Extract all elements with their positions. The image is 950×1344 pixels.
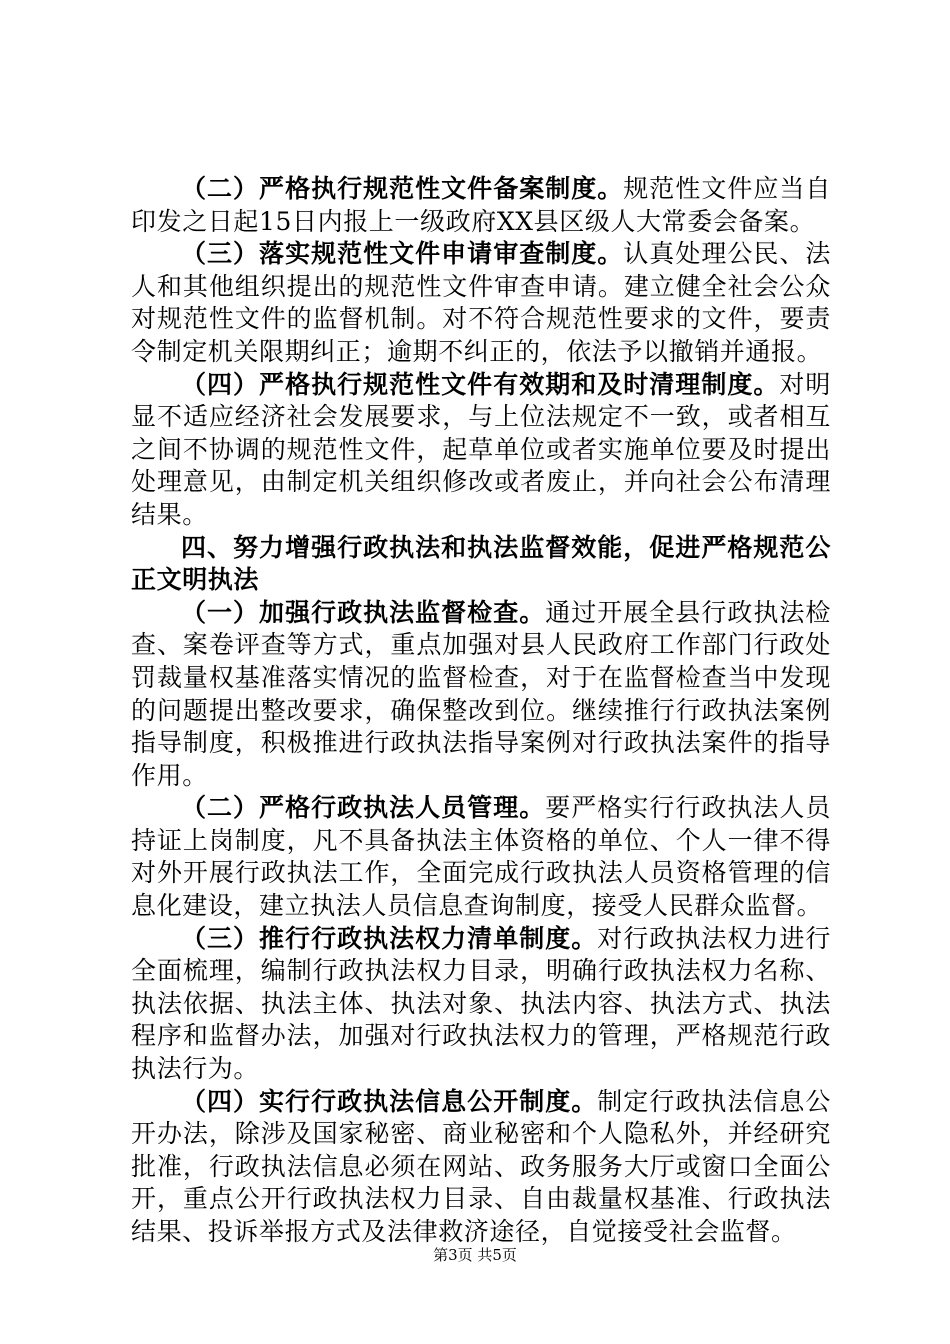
paragraph-information-disclosure [131,1086,831,1249]
paragraph-text: 认真处理公民、法人和其他组织提出的规范性文件审查申请。建立健全社会公众对规范性文件的监督机制。对不符合规范性要求的文件，要责令制定机关限期纠正；逾期不纠正的，依法予以撤销并通报。 [131,239,831,366]
page-footer [0,1244,950,1265]
paragraph-lead: （四）实行行政执法信息公开制度。 [181,1086,598,1116]
paragraph-lead: （四）严格执行规范性文件有效期和及时清理制度。 [181,369,780,399]
paragraph-validity-cleanup [131,369,831,532]
paragraph-personnel-management [131,792,831,922]
paragraph-review-system [131,238,831,368]
paragraph-text: 通过开展全县行政执法检查、案卷评查等方式，重点加强对县人民政府工作部门行政处罚裁量权基准落实情况的监督检查，对于在监督检查当中发现的问题提出整改要求，确保整改到位。继续推行行政执法案例指导制度，积极推进行政执法指导案例对行政执法案件的指导作用。 [131,597,831,790]
paragraph-lead: （二）严格行政执法人员管理。 [181,793,546,823]
paragraph-power-list [131,923,831,1086]
paragraph-filing-system [131,173,831,238]
paragraph-text: 对行政执法权力进行全面梳理，编制行政执法权力目录，明确行政执法权力名称、执法依据、执法主体、执法对象、执法内容、执法方式、执法程序和监督办法，加强对行政执法权力的管理，严格规范行政执法行为。 [131,923,831,1084]
paragraph-lead: （一）加强行政执法监督检查。 [181,597,546,627]
section-heading: 四、努力增强行政执法和执法监督效能，促进严格规范公正文明执法 [131,532,831,595]
page-number: 第3页 共5页 [433,1246,517,1264]
paragraph-lead: （二）严格执行规范性文件备案制度。 [181,174,624,203]
document-body [131,173,831,1249]
paragraph-text: 对明显不适应经济社会发展要求，与上位法规定不一致，或者相互之间不协调的规范性文件，起草单位或者实施单位要及时提出处理意见，由制定机关组织修改或者废止，并向社会公布清理结果。 [131,369,831,529]
paragraph-lead: （三）推行行政执法权力清单制度。 [181,923,598,953]
paragraph-text: 制定行政执法信息公开办法，除涉及国家秘密、商业秘密和个人隐私外，并经研究批准，行政执法信息必须在网站、政务服务大厅或窗口全面公开，重点公开行政执法权力目录、自由裁量权基准、行政执法结果、投诉举报方式及法律救济途径，自觉接受社会监督。 [131,1086,831,1246]
paragraph-text: 规范性文件应当自印发之日起15日内报上一级政府XX县区级人大常委会备案。 [131,174,831,236]
paragraph-supervision-inspection [131,597,831,793]
paragraph-lead: （三）落实规范性文件申请审查制度。 [181,239,624,269]
paragraph-text: 要严格实行行政执法人员持证上岗制度，凡不具备执法主体资格的单位、个人一律不得对外开展行政执法工作，全面完成行政执法人员资格管理的信息化建设，建立执法人员信息查询制度，接受人民群众监督。 [131,793,831,921]
